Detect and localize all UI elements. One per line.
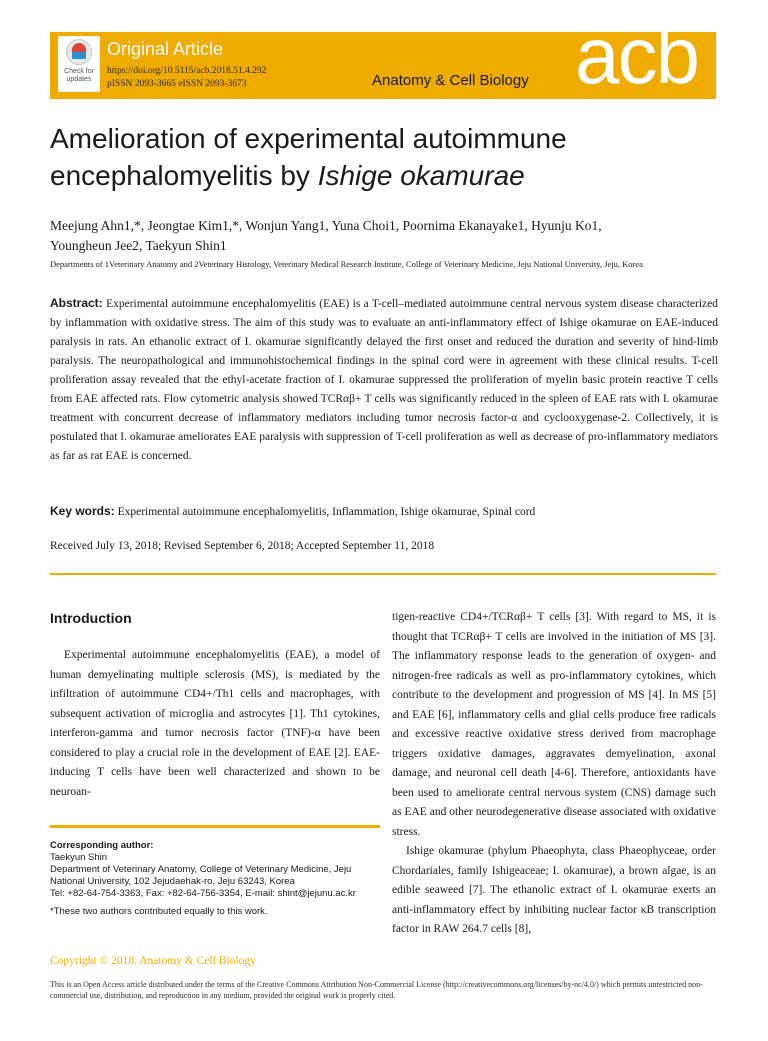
intro-paragraph-1: Experimental autoimmune encephalomyelitis (EAE), a model of human demyelinating multiple sclerosis (MS), is mediated by the infiltration of autoimmune CD4+/Th1 cells and macrophages, with subsequent activation of microglia and astrocytes [1]. Th1 cytokines, interferon-gamma and tumor necrosis factor (TNF)-α have been considered to play a crucial role in the development of EAE [2]. EAE-inducing T cells have been well characterized and shown to be neuroan- [50, 649, 380, 798]
doi-link[interactable]: https://doi.org/10.5115/acb.2018.51.4.292 [107, 66, 267, 76]
abstract-label: Abstract: [50, 296, 103, 310]
intro-paragraph-3: Ishige okamurae (phylum Phaeophyta, class Phaeophyceae, order Chordariales, family Ishigeaceae; I. okamurae), a brown algae, is an edible seaweed [7]. The ethanolic extract of I. okamurae exerts an anti-inflammatory effect by inhibiting nuclear factor κB transcription factor in RAW 264.7 cells [8], [392, 845, 716, 935]
keywords [50, 502, 718, 521]
intro-left-column [50, 646, 380, 802]
journal-logo: acb [575, 11, 698, 100]
keywords-label: Key words: [50, 504, 115, 518]
crossmark-icon [66, 39, 92, 65]
correspondence-heading: Corresponding author: [50, 840, 154, 851]
author-list [50, 216, 730, 256]
article-type: Original Article [107, 39, 224, 59]
check-for-updates-badge[interactable] [58, 36, 100, 92]
introduction-heading: Introduction [50, 610, 132, 626]
keywords-text: Experimental autoimmune encephalomyelitis, Inflammation, Ishige okamurae, Spinal cord [117, 506, 536, 518]
correspondence-address: Department of Veterinary Anatomy, College of Veterinary Medicine, Jeju National University, 102 Jejudaehak-ro, Jeju 63243, Korea [50, 864, 352, 887]
check-for-updates-label: Check for updates [64, 68, 94, 83]
article-title [50, 120, 730, 194]
journal-name: Anatomy & Cell Biology [372, 72, 529, 89]
correspondence-box [50, 840, 380, 918]
authors-line-2: Youngheun Jee2, Taekyun Shin1 [50, 238, 227, 253]
correspondence-contact: Tel: +82-64-754-3363, Fax: +82-64-756-3354, E-mail: shint@jejunu.ac.kr [50, 888, 356, 899]
equal-contribution-note: *These two authors contributed equally to this work. [50, 906, 268, 917]
abstract-text: Experimental autoimmune encephalomyelitis (EAE) is a T-cell–mediated autoimmune central nervous system disease characterized by inflammation with oxidative stress. The aim of this study was to evaluate an anti-inflammatory effect of Ishige okamurae on EAE-induced paralysis in rats. An ethanolic extract of I. okamurae significantly delayed the first onset and reduced the duration and severity of hind-limb paralysis. The neuropathological and immunohistochemical findings in the spinal cord were in agreement with these clinical results. T-cell proliferation assay revealed that the ethyl-acetate fraction of I. okamurae suppressed the proliferation of myelin basic protein reactive T cells from EAE affected rats. Flow cytometric analysis showed TCRαβ+ T cells was significantly reduced in the spleen of EAE rats with I. okamurae treatment with concurrent decrease of inflammatory mediators including tumor necrosis factor-α and cyclooxygenase-2. Collectively, it is postulated that I. okamurae ameliorates EAE paralysis with suppression of T-cell proliferation as well as decrease of pro-inflammatory mediators as far as rat EAE is concerned. [50, 298, 719, 462]
issn-line: pISSN 2093-3665 eISSN 2093-3673 [107, 79, 247, 89]
intro-right-column [392, 608, 716, 940]
affiliation: Departments of 1Veterinary Anatomy and 2Veterinary Histology, Veterinary Medical Research Institute, College of Veterinary Medicine, Jeju National University, Jeju, Korea [50, 259, 643, 269]
correspondence-name: Taekyun Shin [50, 852, 108, 863]
correspondence-divider [50, 825, 380, 828]
intro-paragraph-2: tigen-reactive CD4+/TCRαβ+ T cells [3]. With regard to MS, it is thought that TCRαβ+ T cells are involved in the initiation of MS [3]. The inflammatory response leads to the generation of oxygen- and nitrogen-free radicals as well as pro-inflammatory cytokines, which contribute to the development and progression of MS [4]. In MS [5] and EAE [6], inflammatory cells and glial cells produce free radicals and excessive reactive oxidative stress derived from macrophage triggers oxidative damages, aggravates demyelination, axonal damage, and neuronal cell death [4-6]. Therefore, antioxidants have been used to ameliorate central nervous system (CNS) damage such as EAE and other neurodegenerative disease associated with oxidative stress. [392, 611, 716, 838]
title-main: Amelioration of experimental autoimmune encephalomyelitis by [50, 123, 567, 191]
authors-line-1: Meejung Ahn1,*, Jeongtae Kim1,*, Wonjun Yang1, Yuna Choi1, Poornima Ekanayake1, Hyunju Ko1, [50, 218, 602, 233]
copyright: Copyright © 2018. Anatomy & Cell Biology [50, 955, 256, 967]
abstract [50, 294, 718, 466]
received-dates: Received July 13, 2018; Revised September 6, 2018; Accepted September 11, 2018 [50, 540, 435, 552]
license-text: This is an Open Access article distributed under the terms of the Creative Commons Attribution Non-Commercial License (http://creativecommons.org/licenses/by-nc/4.0/) which permits unrestricted non-commercial use, distribution, and reproduction in any medium, provided the original work is properly cited. [50, 980, 703, 1000]
section-divider [50, 573, 716, 575]
title-species: Ishige okamurae [317, 160, 525, 191]
